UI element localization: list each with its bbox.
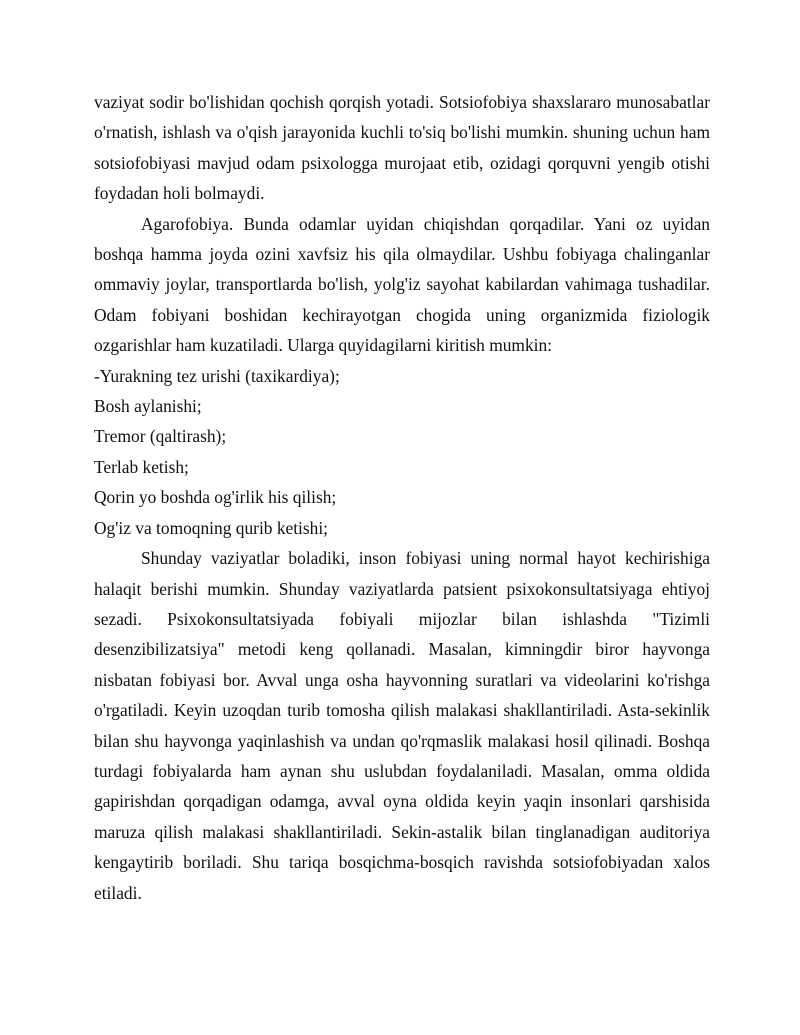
list-item: Bosh aylanishi; [94,396,202,417]
paragraph-desensitization: Shunday vaziyatlar boladiki, inson fobiyasi uning normal hayot kechirishiga halaqit berishi mumkin. Shunday vaziyatlarda patsient psixokonsultatsiyaga ehtiyoj sezadi. Psixokonsultatsiyada fobiyali mijozlar bilan ishlashda "Tizimli desenzibilizatsiya" metodi keng qollanadi. Masalan, kimningdir biror hayvonga nisbatan fobiyasi bor. Avval unga osha hayvonning suratlari va videolarini ko'rishga o'rgatiladi. Keyin uzoqdan turib tomosha qilish malakasi shakllantiriladi. Asta-sekinlik bilan shu hayvonga yaqinlashish va undan qo'rqmaslik malakasi hosil qilinadi. Boshqa turdagi fobiyalarda ham aynan shu uslubdan foydalaniladi. Masalan, omma oldida gapirishdan qorqadigan odamga, avval oyna oldida keyin yaqin insonlari qarshisida maruza qilish malakasi shakllantiriladi. Sekin-astalik bilan tinglanadigan auditoriya kengaytirib boriladi. Shu tariqa bosqichma-bosqich ravishda sotsiofobiyadan xalos etiladi. [94,548,710,903]
list-item: Og'iz va tomoqning qurib ketishi; [94,517,329,538]
symptom-list [94,361,710,543]
list-item: Tremor (qaltirash); [94,426,227,447]
paragraph-agarofobiya: Agarofobiya. Bunda odamlar uyidan chiqishdan qorqadilar. Yani oz uyidan boshqa hamma joyda ozini xavfsiz his qila olmaydilar. Ushbu fobiyaga chalinganlar ommaviy joylar, transportlarda bo'lish, yolg'iz sayohat kabilardan vahimaga tushadilar. Odam fobiyani boshidan kechirayotgan chogida uning organizmida fiziologik ozgarishlar ham kuzatiladi. Ularga quyidagilarni kiritish mumkin: [94,213,710,356]
list-item: Terlab ketish; [94,456,189,477]
paragraph-sotsiofobiya-continuation: vaziyat sodir bo'lishidan qochish qorqish yotadi. Sotsiofobiya shaxslararo munosabatlar o'rnatish, ishlash va o'qish jarayonida kuchli to'siq bo'lishi mumkin. shuning uchun ham sotsiofobiyasi mavjud odam psixologga murojaat etib, ozidagi qorquvni yengib otishi foydadan holi bolmaydi. [94,92,710,204]
list-item: Qorin yo boshda og'irlik his qilish; [94,487,337,508]
list-item: -Yurakning tez urishi (taxikardiya); [94,365,340,386]
document-body [94,87,710,908]
